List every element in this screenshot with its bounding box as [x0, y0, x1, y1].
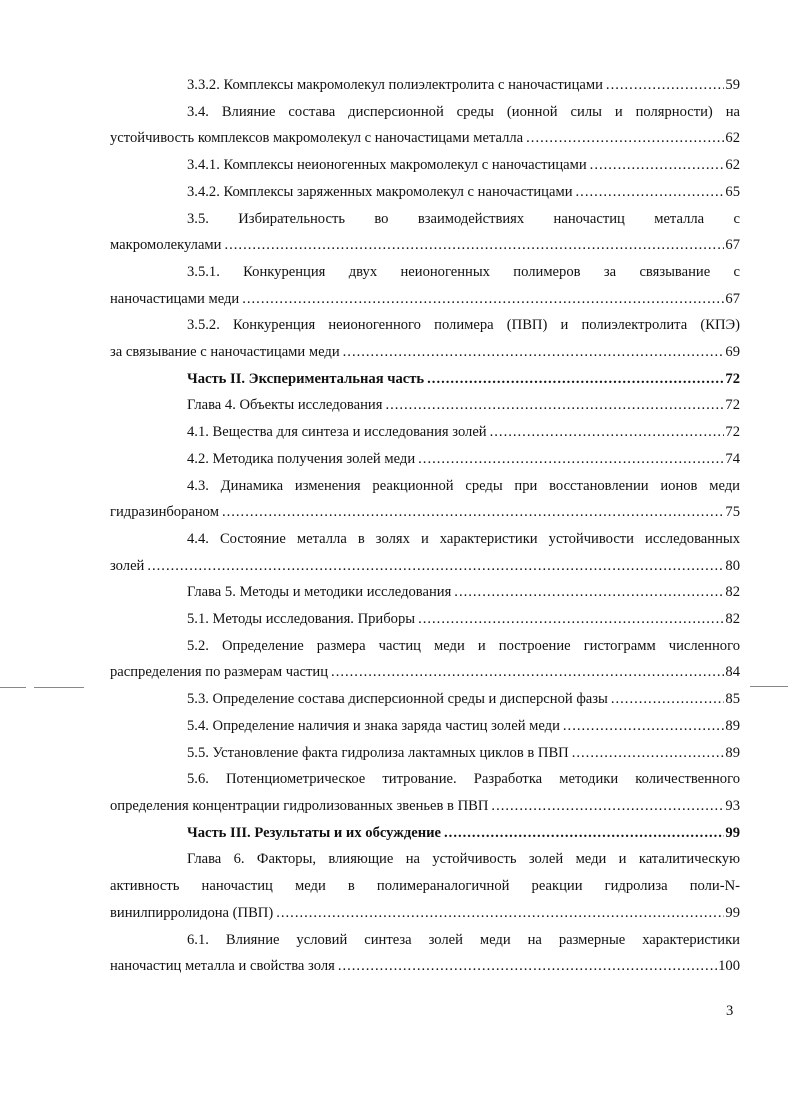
toc-line: [110, 259, 740, 286]
toc-line: [110, 419, 740, 446]
toc-line-text: гидразинбораном: [110, 504, 219, 521]
toc-page-number: 69: [725, 344, 740, 361]
dot-leader: [418, 446, 724, 473]
toc-entry: [110, 740, 740, 767]
toc-line-text: 3.5.1. Конкуренция двух неионогенных полимеров за связывание с: [187, 263, 740, 280]
toc-line-text: 3.5. Избирательность во взаимодействиях наночастиц металла с: [187, 210, 740, 227]
toc-page-number: 72: [725, 397, 740, 414]
toc-line: [110, 232, 740, 259]
toc-line-text: 3.5.2. Конкуренция неионогенного полимера (ПВП) и полиэлектролита (КПЭ): [187, 317, 740, 334]
toc-line-text: макромолекулами: [110, 237, 222, 254]
scan-artifact-left-2: [34, 687, 84, 688]
toc-line-text: устойчивость комплексов макромолекул с наночастицами металла: [110, 130, 524, 147]
toc-entry: [110, 633, 740, 686]
dot-leader: [427, 366, 724, 393]
toc-line: [110, 152, 740, 179]
toc-line: [110, 366, 740, 393]
toc-line: [110, 740, 740, 767]
toc-page-number: 84: [725, 664, 740, 681]
toc-line-text: 3.4. Влияние состава дисперсионной среды (ионной силы и полярности) на: [187, 103, 740, 120]
dot-leader: [526, 125, 724, 152]
toc-line: [110, 473, 740, 500]
toc-entry: [110, 686, 740, 713]
toc-line-text: наночастиц металла и свойства золя: [110, 958, 335, 975]
toc-page-number: 72: [725, 424, 740, 441]
toc-page-number: 80: [725, 557, 740, 574]
toc-entry: [110, 179, 740, 206]
toc-page-number: 67: [725, 290, 740, 307]
toc-line-text: Глава 4. Объекты исследования: [187, 397, 383, 414]
toc-line: [110, 820, 740, 847]
toc-line-text: 5.5. Установление факта гидролиза лактамных циклов в ПВП: [187, 744, 569, 761]
toc-line: [110, 179, 740, 206]
toc-line-text: 6.1. Влияние условий синтеза золей меди на размерные характеристики: [187, 931, 740, 948]
toc-line-text: за связывание с наночастицами меди: [110, 344, 340, 361]
toc-page-number: 59: [725, 77, 740, 93]
toc-page-number: 67: [725, 237, 740, 254]
dot-leader: [454, 579, 724, 606]
toc-line: [110, 793, 740, 820]
toc-line: [110, 686, 740, 713]
toc-entry: [110, 927, 740, 980]
toc-line: [110, 553, 740, 580]
toc-line-text: 5.2. Определение размера частиц меди и построение гистограмм численного: [187, 637, 740, 654]
toc-entry: [110, 259, 740, 312]
toc-page-number: 89: [725, 744, 740, 761]
toc-page-number: 82: [725, 611, 740, 628]
dot-leader: [590, 152, 725, 179]
toc-line-text: 5.4. Определение наличия и знака заряда частиц золей меди: [187, 717, 560, 734]
toc-entry: [110, 820, 740, 847]
toc-line-text: 5.3. Определение состава дисперсионной среды и дисперсной фазы: [187, 691, 608, 708]
toc-line: [110, 953, 740, 980]
dot-leader: [242, 286, 724, 313]
toc-line: [110, 713, 740, 740]
toc-entry: [110, 392, 740, 419]
toc-line: [110, 606, 740, 633]
toc-line: [110, 99, 740, 126]
toc-line: [110, 312, 740, 339]
dot-leader: [572, 740, 725, 767]
dot-leader: [606, 72, 724, 99]
toc-line-text: Глава 5. Методы и методики исследования: [187, 584, 452, 601]
toc-entry: [110, 846, 740, 926]
toc-line: [110, 633, 740, 660]
toc-entry: [110, 419, 740, 446]
dot-leader: [338, 953, 717, 980]
toc-entry: [110, 766, 740, 819]
dot-leader: [385, 392, 724, 419]
dot-leader: [490, 419, 725, 446]
toc-line-text: золей: [110, 557, 145, 574]
toc-line: [110, 446, 740, 473]
toc-entry: [110, 152, 740, 179]
toc-line: [110, 499, 740, 526]
scan-artifact-left-1: [0, 687, 26, 688]
toc-entry: [110, 579, 740, 606]
table-of-contents: [110, 72, 740, 980]
toc-line-text: 3.3.2. Комплексы макромолекул полиэлектролита с наночастицами: [187, 77, 603, 93]
toc-line: [110, 579, 740, 606]
toc-entry: [110, 606, 740, 633]
toc-page-number: 82: [725, 584, 740, 601]
toc-entry: [110, 206, 740, 259]
toc-line: [110, 873, 740, 900]
dot-leader: [418, 606, 724, 633]
toc-entry: [110, 526, 740, 579]
toc-line-text: активность наночастиц меди в полимераналогичной реакции гидролиза поли-N-: [110, 878, 740, 895]
toc-line-text: 5.1. Методы исследования. Приборы: [187, 611, 416, 628]
toc-line-text: Часть III. Результаты и их обсуждение: [187, 824, 442, 841]
toc-line: [110, 927, 740, 954]
toc-page-number: 89: [725, 717, 740, 734]
toc-entry: [110, 713, 740, 740]
scan-artifact-right: [750, 686, 788, 687]
toc-line: [110, 125, 740, 152]
toc-line: [110, 339, 740, 366]
toc-line-text: Часть II. Экспериментальная часть: [187, 370, 425, 387]
toc-line: [110, 72, 740, 99]
toc-page-number: 85: [725, 691, 740, 708]
toc-line-text: 5.6. Потенциометрическое титрование. Разработка методики количественного: [187, 771, 740, 788]
toc-page-number: 99: [725, 824, 740, 841]
dot-leader: [563, 713, 725, 740]
dot-leader: [491, 793, 724, 820]
dot-leader: [147, 553, 724, 580]
toc-line-text: Глава 6. Факторы, влияющие на устойчивость золей меди и каталитическую: [187, 851, 740, 868]
toc-entry: [110, 99, 740, 152]
toc-line-text: 3.4.2. Комплексы заряженных макромолекул с наночастицами: [187, 183, 573, 200]
dot-leader: [331, 659, 724, 686]
dot-leader: [611, 686, 725, 713]
toc-line: [110, 846, 740, 873]
toc-line-text: 4.4. Состояние металла в золях и характеристики устойчивости исследованных: [187, 530, 740, 547]
toc-page-number: 62: [725, 157, 740, 174]
toc-line: [110, 766, 740, 793]
toc-page-number: 74: [725, 450, 740, 467]
toc-line-text: винилпирролидона (ПВП): [110, 904, 274, 921]
toc-page-number: 93: [725, 797, 740, 814]
toc-line: [110, 526, 740, 553]
dot-leader: [276, 900, 724, 927]
toc-entry: [110, 473, 740, 526]
toc-page-number: 99: [725, 904, 740, 921]
toc-line-text: распределения по размерам частиц: [110, 664, 329, 681]
toc-entry: [110, 312, 740, 365]
toc-line: [110, 659, 740, 686]
toc-line-text: 3.4.1. Комплексы неионогенных макромолекул с наночастицами: [187, 157, 587, 174]
dot-leader: [444, 820, 724, 847]
dot-leader: [576, 179, 725, 206]
toc-line-text: 4.3. Динамика изменения реакционной среды при восстановлении ионов меди: [187, 477, 740, 494]
dot-leader: [224, 232, 724, 259]
toc-entry: [110, 366, 740, 393]
toc-line-text: наночастицами меди: [110, 290, 240, 307]
toc-line-text: 4.2. Методика получения золей меди: [187, 450, 416, 467]
toc-line: [110, 206, 740, 233]
toc-line: [110, 392, 740, 419]
toc-page-number: 65: [725, 183, 740, 200]
toc-entry: [110, 72, 740, 99]
toc-line-text: определения концентрации гидролизованных звеньев в ПВП: [110, 797, 489, 814]
toc-page-number: 62: [725, 130, 740, 147]
page-number: 3: [726, 1003, 734, 1019]
dot-leader: [343, 339, 725, 366]
toc-entry: [110, 446, 740, 473]
toc-page-number: 75: [725, 504, 740, 521]
toc-page-number: 100: [718, 958, 740, 975]
toc-line: [110, 286, 740, 313]
toc-page-number: 72: [725, 370, 740, 387]
dot-leader: [222, 499, 724, 526]
toc-line: [110, 900, 740, 927]
toc-line-text: 4.1. Вещества для синтеза и исследования золей: [187, 424, 487, 441]
